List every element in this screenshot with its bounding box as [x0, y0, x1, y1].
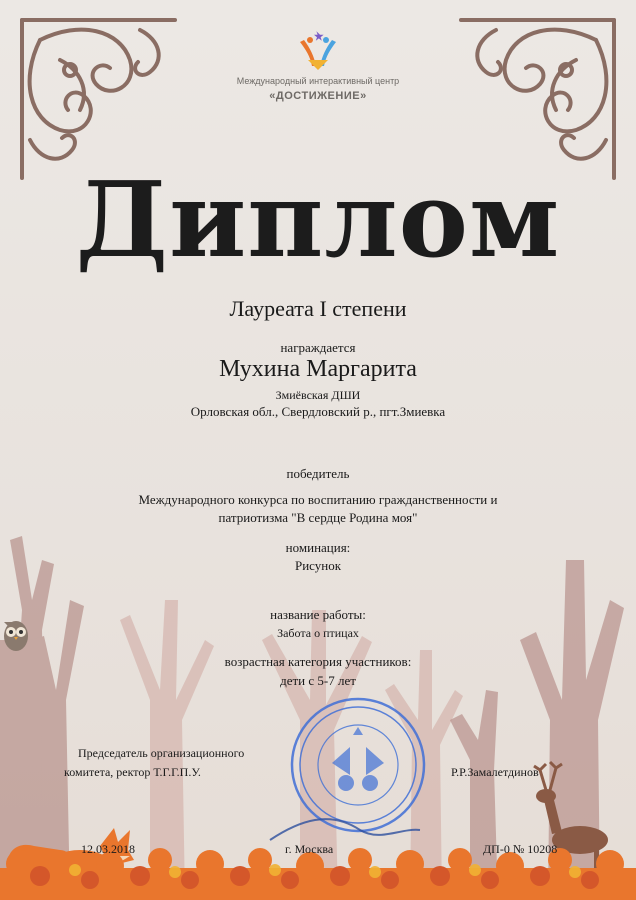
diploma-title: Диплом	[75, 158, 561, 281]
status-label: победитель	[286, 466, 350, 481]
contest-line-2: патриотизма "В сердце Родина моя"	[218, 510, 418, 525]
diploma-degree: Лауреата I степени	[229, 296, 407, 321]
issue-date: 12.03.2018	[81, 842, 135, 856]
awarded-label: награждается	[280, 340, 356, 355]
chair-line-2: комитета, ректор Т.Г.Г.П.У.	[64, 765, 201, 779]
school-address: Орловская обл., Свердловский р., пгт.Змиевка	[190, 404, 446, 419]
brand-name: Международный интерактивный центр	[236, 76, 400, 86]
contest-line-1: Международного конкурса по воспитанию гражданственности и	[138, 492, 498, 507]
age-category-value: дети с 5-7 лет	[280, 673, 356, 688]
diploma-number: ДП-0 № 10208	[483, 842, 558, 856]
recipient-name: Мухина Маргарита	[219, 356, 417, 382]
school-name: Змиёвская ДШИ	[275, 388, 361, 402]
chair-line-1: Председатель организационного	[78, 746, 245, 760]
issue-city: г. Москва	[285, 842, 334, 856]
nomination-value: Рисунок	[294, 558, 342, 573]
brand-title: «ДОСТИЖЕНИЕ»	[269, 90, 367, 102]
nomination-label: номинация:	[285, 540, 351, 555]
work-title-label: название работы:	[270, 607, 366, 622]
work-title-value: Забота о птицах	[277, 626, 359, 640]
age-category-label: возрастная категория участников:	[224, 654, 412, 669]
signatory-name: Р.Р.Замалетдинов	[451, 765, 539, 779]
